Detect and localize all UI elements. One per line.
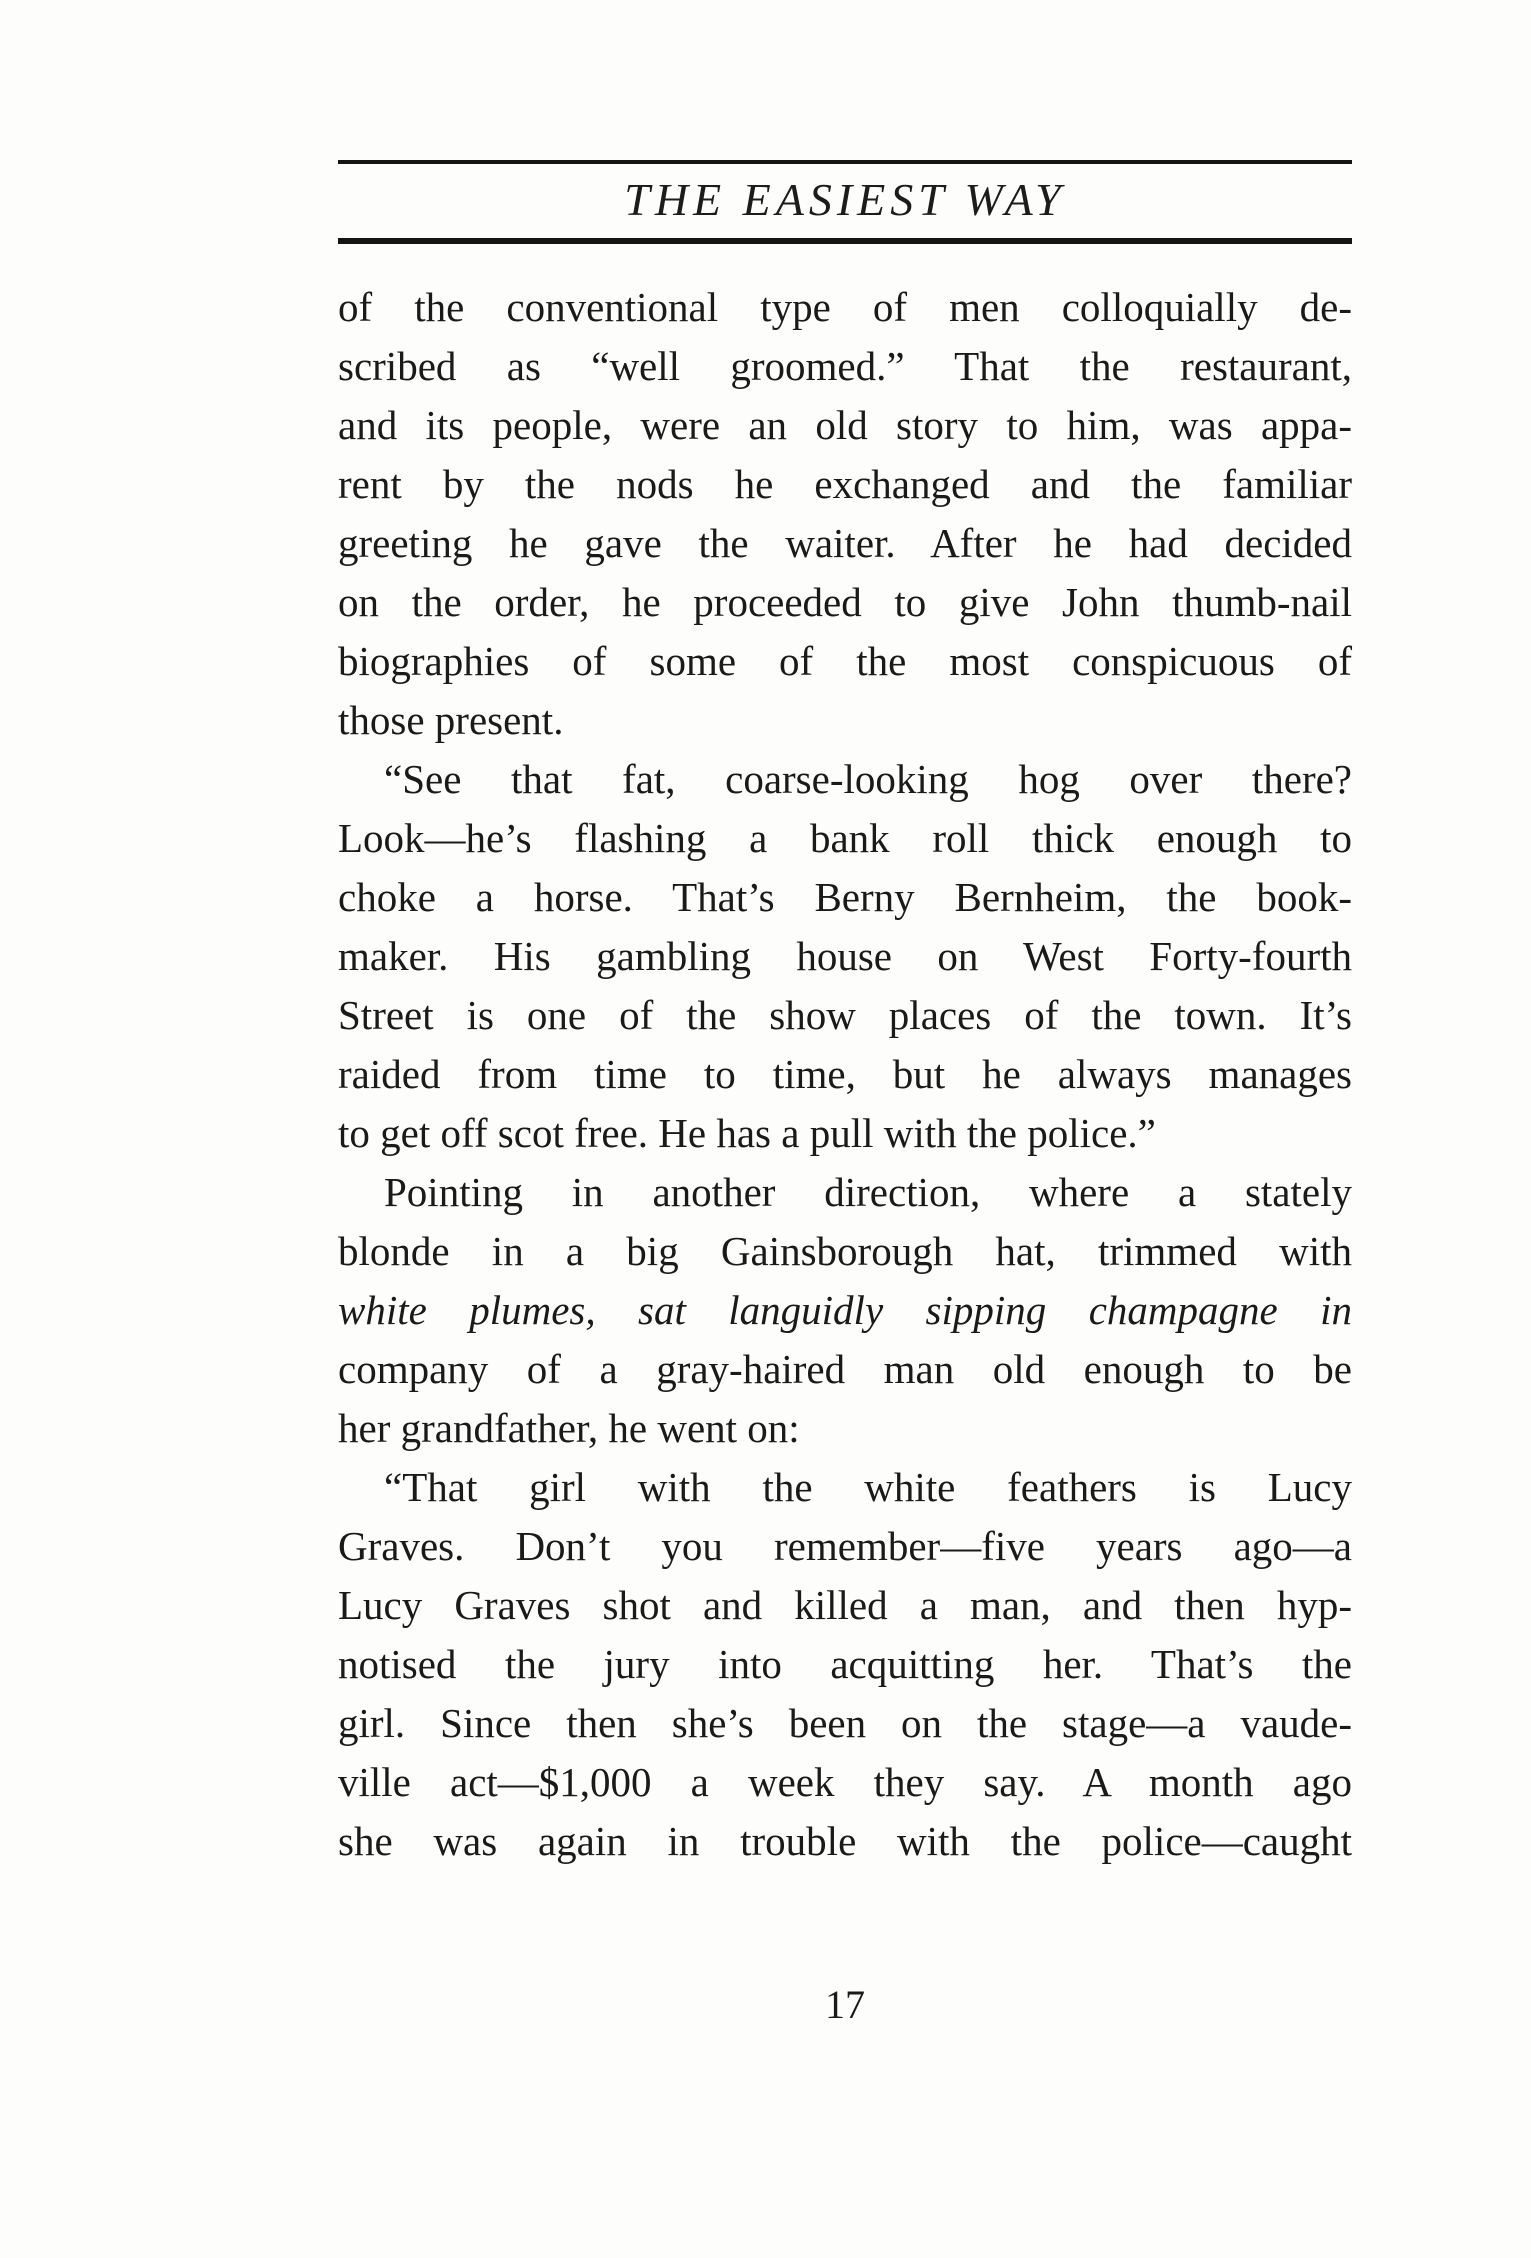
text-line: “That girl with the white feathers is Lucy <box>384 1464 1352 1510</box>
text-line: ville act—$1,000 a week they say. A month ago <box>338 1759 1352 1805</box>
text-line: her grandfather, he went on: <box>338 1405 800 1451</box>
header-top-rule <box>338 160 1352 164</box>
text-line: Look—he’s flashing a bank roll thick enough to <box>338 815 1352 861</box>
text-line: blonde in a big Gainsborough hat, trimmed with <box>338 1228 1352 1274</box>
text-line: maker. His gambling house on West Forty-fourth <box>338 933 1352 979</box>
text-line: company of a gray-haired man old enough to be <box>338 1346 1352 1392</box>
text-line: choke a horse. That’s Berny Bernheim, the book- <box>338 874 1352 920</box>
text-line: Pointing in another direction, where a stately <box>384 1169 1352 1215</box>
running-head: THE EASIEST WAY <box>624 174 1066 225</box>
text-line: she was again in trouble with the police—caught <box>338 1818 1352 1864</box>
text-line: raided from time to time, but he always manages <box>338 1051 1352 1097</box>
text-line: white plumes, sat languidly sipping champagne in <box>338 1287 1352 1333</box>
text-line: Lucy Graves shot and killed a man, and then hyp- <box>338 1582 1352 1628</box>
text-line: girl. Since then she’s been on the stage—a vaude- <box>338 1700 1352 1746</box>
text-line: of the conventional type of men colloquially de- <box>338 284 1352 330</box>
text-line: “See that fat, coarse-looking hog over there? <box>384 756 1352 802</box>
text-line: scribed as “well groomed.” That the restaurant, <box>338 343 1352 389</box>
text-line: to get off scot free. He has a pull with the police.” <box>338 1110 1156 1156</box>
page-number: 17 <box>825 1982 865 2027</box>
body-text <box>338 278 1352 1871</box>
text-line: and its people, were an old story to him, was appa- <box>338 402 1352 448</box>
text-line: rent by the nods he exchanged and the familiar <box>338 461 1352 507</box>
text-line: biographies of some of the most conspicuous of <box>338 638 1352 684</box>
text-line: Graves. Don’t you remember—five years ago—a <box>338 1523 1352 1569</box>
text-line: greeting he gave the waiter. After he had decided <box>338 520 1352 566</box>
text-line: notised the jury into acquitting her. That’s the <box>338 1641 1352 1687</box>
text-line: those present. <box>338 697 564 743</box>
text-line: on the order, he proceeded to give John thumb-nail <box>338 579 1352 625</box>
header-bottom-rule <box>338 238 1352 244</box>
text-line: Street is one of the show places of the town. It’s <box>338 992 1352 1038</box>
